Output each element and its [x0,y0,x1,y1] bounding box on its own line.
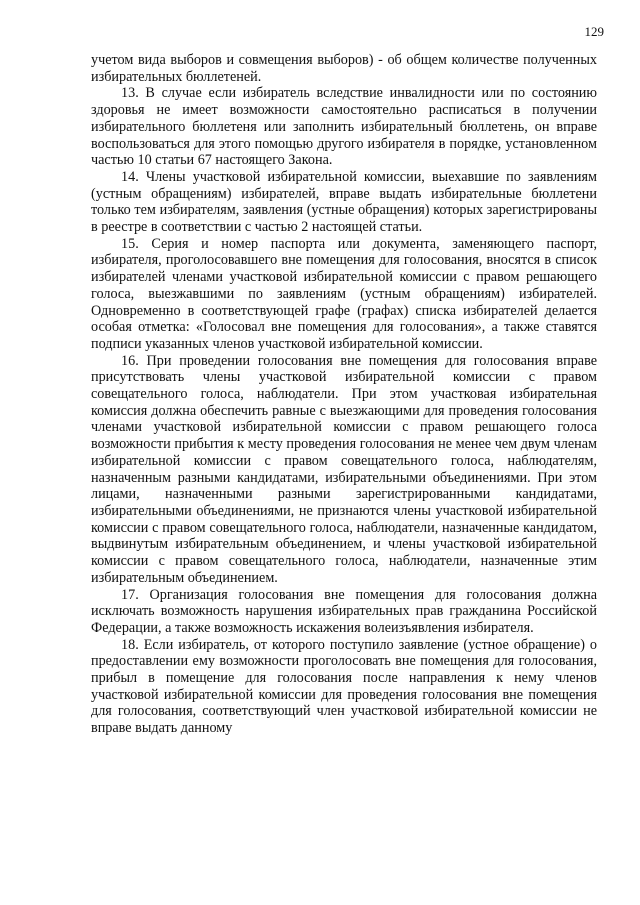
paragraph-18: 18. Если избиратель, от которого поступило заявление (устное обращение) о предоставлении ему возможности проголосовать вне помещения для голосования, прибыл в помещение для голосования после направления к нему членов участковой избирательной комиссии для проведения голосования вне помещения для голосования, соответствующий член участковой избирательной комиссии не вправе выдать данному [91,636,597,737]
paragraph-16: 16. При проведении голосования вне помещения для голосования вправе присутствовать члены участковой избирательной комиссии с правом совещательного голоса, наблюдатели. При этом участковая избирательная комиссия должна обеспечить равные с выезжающими для проведения голосования членами участковой избирательной комиссии с правом решающего голоса возможности прибытия к месту проведения голосования не менее чем двум членам избирательной комиссии с правом совещательного голоса, наблюдателям, назначенным разными кандидатами, избирательными объединениями. При этом лицами, назначенными разными зарегистрированными кандидатами, избирательными объединениями, не признаются члены участковой избирательной комиссии с правом совещательного голоса, наблюдатели, назначенные кандидатом, выдвинутым избирательным объединением, и члены участковой избирательной комиссии с правом совещательного голоса, наблюдатели, назначенные этим избирательным объединением. [91,352,597,586]
page-number: 129 [584,24,604,39]
paragraph-15: 15. Серия и номер паспорта или документа, заменяющего паспорт, избирателя, проголосовавшего вне помещения для голосования, вносятся в список избирателей членами участковой избирательной комиссии с правом решающего голоса, выезжавшими по заявлениям (устным обращениям) избирателей. Одновременно в соответствующей графе (графах) списка избирателей делается особая отметка: «Голосовал вне помещения для голосования», а также ставятся подписи указанных членов участковой избирательной комиссии. [91,235,597,352]
paragraph-14: 14. Члены участковой избирательной комиссии, выехавшие по заявлениям (устным обращениям) избирателей, вправе выдать избирательные бюллетени только тем избирателям, заявления (устные обращения) которых зарегистрированы в реестре в соответствии с частью 2 настоящей статьи. [91,168,597,236]
paragraph-13: 13. В случае если избиратель вследствие инвалидности или по состоянию здоровья не имеет возможности самостоятельно расписаться в получении избирательного бюллетеня или заполнить избирательный бюллетень, он вправе воспользоваться для этого помощью другого избирателя в порядке, установленном частью 10 статьи 67 настоящего Закона. [91,85,597,169]
paragraph-continuation: учетом вида выборов и совмещения выборов) - об общем количестве полученных избирательных бюллетеней. [91,52,597,85]
document-body [91,52,597,737]
paragraph-17: 17. Организация голосования вне помещения для голосования должна исключать возможность нарушения избирательных прав гражданина Российской Федерации, а также возможность искажения волеизъявления избирателя. [91,586,597,636]
